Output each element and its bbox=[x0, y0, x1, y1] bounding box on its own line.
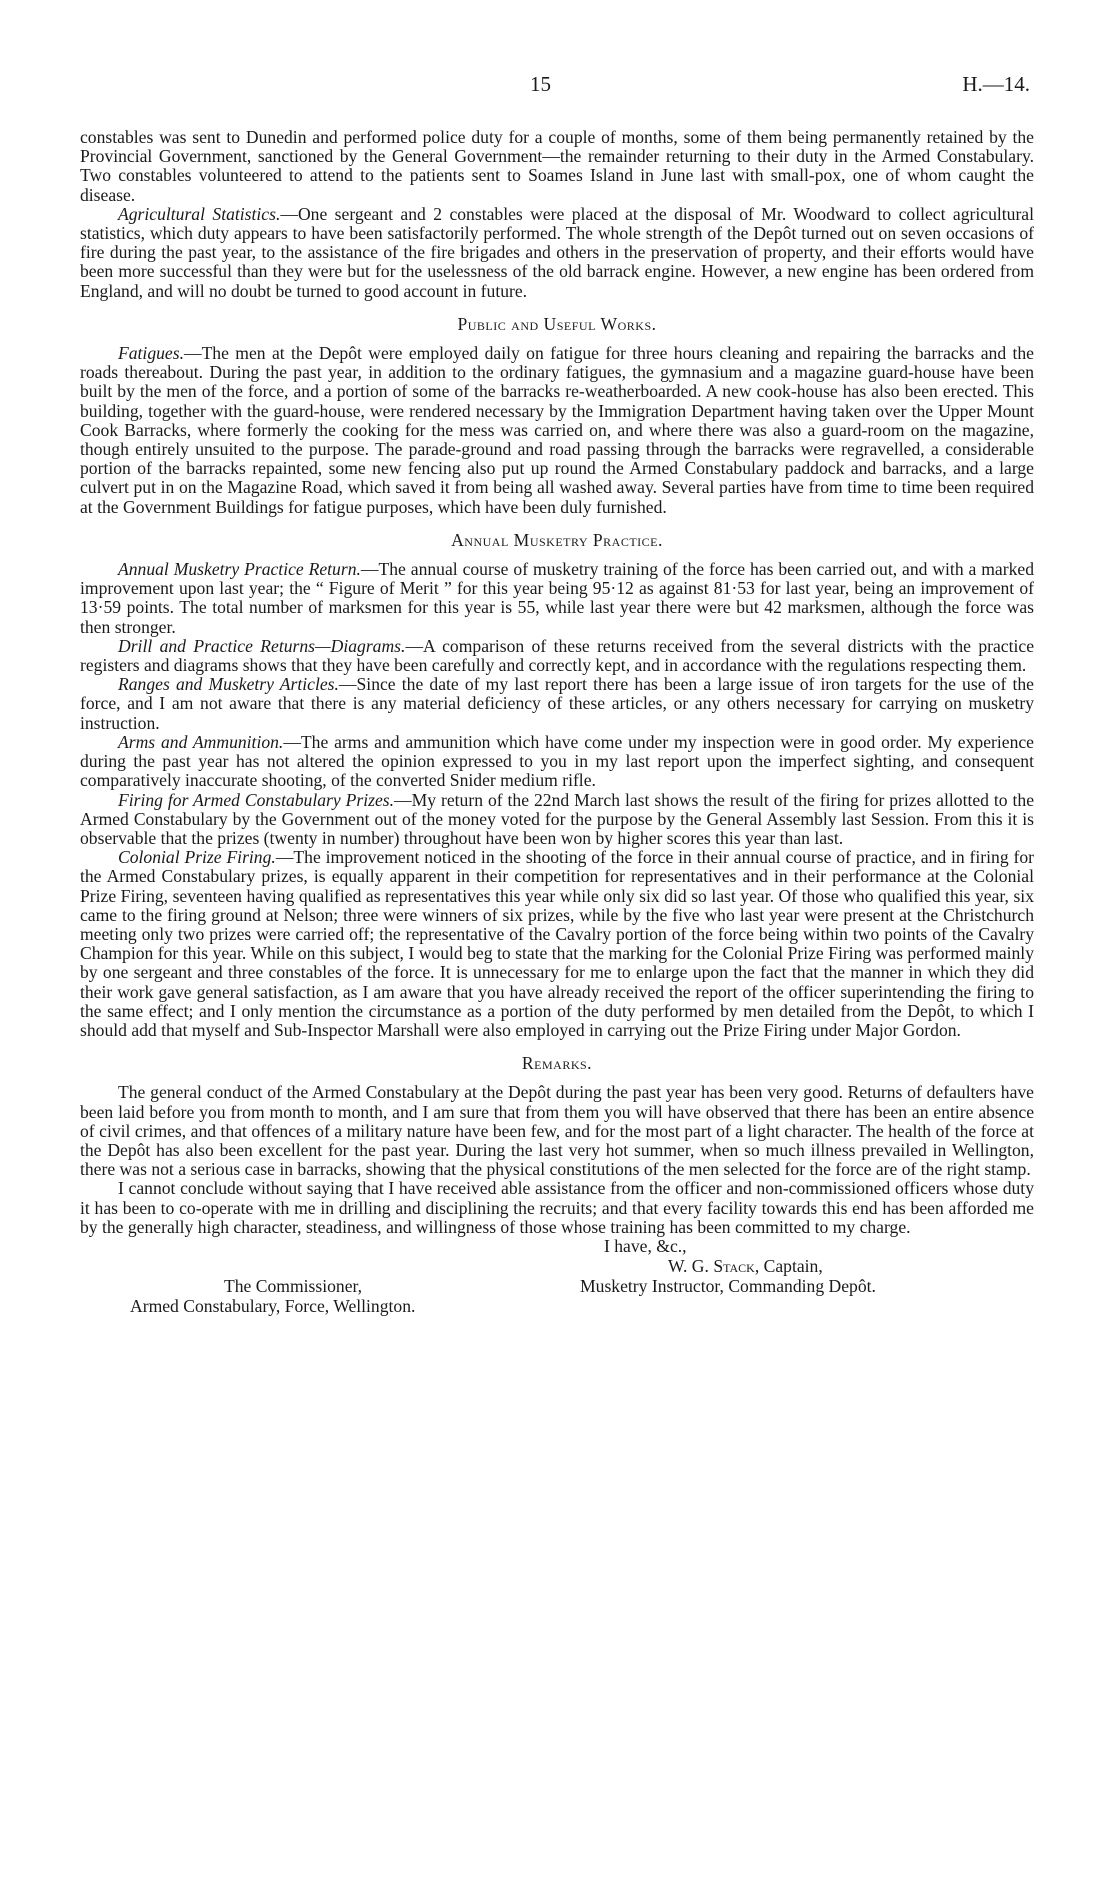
paragraph bbox=[80, 1083, 1034, 1179]
paragraph-text: constables was sent to Dunedin and performed police duty for a couple of months, some of them being permanently retained by the Provincial Government, sanctioned by the General Government—the remainder returning to their duty in the Armed Constabulary. Two constables volunteered to attend to the patients sent to Soames Island in June last with small-pox, one of whom caught the disease. bbox=[80, 127, 1034, 205]
paragraph bbox=[80, 675, 1034, 733]
paragraph-text: —The men at the Depôt were employed daily on fatigue for three hours cleaning and repairing the barracks and the roads thereabout. During the past year, in addition to the ordinary fatigues, the gymnasium and a magazine guard-house have been built by the men of the force, and a portion of some of the barracks re-weatherboarded. A new cook-house has also been erected. This building, together with the guard-house, were rendered necessary by the Immigration Department having taken over the Upper Mount Cook Barracks, where formerly the cooking for the mess was carried on, and where there was also a guard-room on the magazine, though entirely unsuited to the purpose. The parade-ground and road passing through the barracks were regravelled, a considerable portion of the barracks repainted, some new fencing also put up round the Armed Constabulary paddock and barracks, and a large culvert put in on the Magazine Road, which saved it from being all washed away. Several parties have from time to time been required at the Government Buildings for fatigue purposes, which have been duly furnished. bbox=[80, 343, 1034, 517]
paragraph bbox=[80, 637, 1034, 675]
paragraph-lead: Annual Musketry Practice Return. bbox=[118, 559, 361, 580]
signer-initials: W. G. bbox=[668, 1255, 709, 1276]
body-text bbox=[80, 128, 1034, 1333]
page-number: 15 bbox=[530, 72, 551, 96]
paragraph bbox=[80, 560, 1034, 637]
paragraph-text: —The annual course of musketry training of the force has been carried out, and with a marked improvement upon last year; the “ Figure of Merit ” for this year being 95·12 as against 81·53 for last year, being an improvement of 13·59 points. The total number of marksmen for this year is 55, while last year there were but 42 marksmen, although the force was then stronger. bbox=[80, 559, 1034, 637]
document-code: H.—14. bbox=[962, 72, 1030, 96]
signature-block bbox=[80, 1237, 1034, 1333]
signer-surname: Stack bbox=[713, 1255, 755, 1276]
paragraph bbox=[80, 1179, 1034, 1237]
paragraph bbox=[80, 733, 1034, 791]
paragraph-lead: Agricultural Statistics. bbox=[118, 203, 281, 224]
paragraph-text: —One sergeant and 2 constables were placed at the disposal of Mr. Woodward to collect agricultural statistics, which duty appears to have been satisfactorily performed. The whole strength of the Depôt turned out on seven occasions of fire during the past year, to the assistance of the fire brigades and others in the preservation of property, and their efforts would have been more successful than they were but for the uselessness of the old barrack engine. However, a new engine has been ordered from England, and will no doubt be turned to good account in future. bbox=[80, 203, 1034, 301]
paragraph-lead: Firing for Armed Constabulary Prizes. bbox=[118, 789, 395, 810]
paragraph-text: —Since the date of my last report there has been a large issue of iron targets for the use of the force, and I am not aware that there is any material deficiency of these articles, or any others necessary for carrying on musketry instruction. bbox=[80, 674, 1034, 733]
section-heading-public-works: Public and Useful Works. bbox=[457, 313, 657, 334]
signer-name bbox=[668, 1257, 823, 1276]
closing-salutation: I have, &c., bbox=[604, 1235, 687, 1256]
section-heading-musketry: Annual Musketry Practice. bbox=[451, 529, 663, 550]
paragraph-lead: Ranges and Musketry Articles. bbox=[118, 674, 339, 695]
addressee-line-1: The Commissioner, bbox=[224, 1275, 363, 1296]
section-heading-remarks: Remarks. bbox=[521, 1053, 593, 1074]
paragraph bbox=[80, 791, 1034, 849]
paragraph-text: The general conduct of the Armed Constabulary at the Depôt during the past year has been very good. Returns of defaulters have been laid before you from month to month, and I am sure that from them you will have observed that there has been an entire absence of civil crimes, and that offences of a military nature have been few, and for the most part of a light character. The health of the force at the Depôt has also been excellent for the past year. During the last very hot summer, when so much illness prevailed in Wellington, there was not a serious case in barracks, showing that the physical constitutions of the men selected for the force are of the right stamp. bbox=[80, 1082, 1034, 1180]
paragraph-lead: Arms and Ammunition. bbox=[118, 731, 284, 752]
paragraph-text: —The arms and ammunition which have come under my inspection were in good order. My experience during the past year has not altered the opinion expressed to you in my last report upon the imperfect sighting, and consequent comparatively inaccurate shooting, of the converted Snider medium rifle. bbox=[80, 731, 1034, 791]
paragraph-text: —The improvement noticed in the shooting of the force in their annual course of practice, and in firing for the Armed Constabulary prizes, is equally apparent in their competition for representatives and in their performance at the Colonial Prize Firing, seventeen having qualified as representatives this year while only six did so last year. Of those who qualified this year, six came to the firing ground at Nelson; three were winners of six prizes, while by the five who last year were present at the Christchurch meeting only two prizes were carried off; the representative of the Cavalry portion of the force being within two points of the Cavalry Champion for this year. While on this subject, I would beg to state that the marking for the Colonial Prize Firing was performed mainly by one sergeant and three constables of the force. It is unnecessary for me to enlarge upon the fact that the manner in which they did their work gave general satisfaction, as I am aware that you have already received the report of the officer superintending the firing to the same effect; and I only mention the circumstance as a portion of the duty performed by men detailed from the Depôt, to which I should add that myself and Sub-Inspector Marshall were also employed in carrying out the Prize Firing under Major Gordon. bbox=[80, 847, 1035, 1040]
paragraph-text: I cannot conclude without saying that I have received able assistance from the officer and non-commissioned officers whose duty it has been to co-operate with me in drilling and disciplining the recruits; and that every facility towards this end has been afforded me by the generally high character, steadiness, and willingness of those whose training has been committed to my charge. bbox=[80, 1178, 1034, 1237]
signer-rank: , Captain, bbox=[754, 1255, 823, 1276]
signer-title: Musketry Instructor, Commanding Depôt. bbox=[580, 1275, 876, 1296]
paragraph bbox=[80, 128, 1034, 205]
paragraph-lead: Drill and Practice Returns—Diagrams. bbox=[118, 635, 406, 656]
addressee-line-2: Armed Constabulary, Force, Wellington. bbox=[130, 1295, 416, 1316]
paragraph-lead: Fatigues. bbox=[118, 343, 184, 364]
paragraph-text: —A comparison of these returns received from the several districts with the practice registers and diagrams shows that they have been carefully and correctly kept, and in accordance with the regulations respecting them. bbox=[80, 635, 1035, 676]
paragraph bbox=[80, 848, 1034, 1040]
paragraph bbox=[80, 205, 1034, 301]
paragraph bbox=[80, 344, 1034, 517]
paragraph-text: —My return of the 22nd March last shows the result of the firing for prizes allotted to the Armed Constabulary by the Government out of the money voted for the purpose by the General Assembly last Session. From this it is observable that the prizes (twenty in number) throughout have been won by higher scores this year than last. bbox=[80, 789, 1035, 848]
paragraph-lead: Colonial Prize Firing. bbox=[118, 847, 276, 868]
